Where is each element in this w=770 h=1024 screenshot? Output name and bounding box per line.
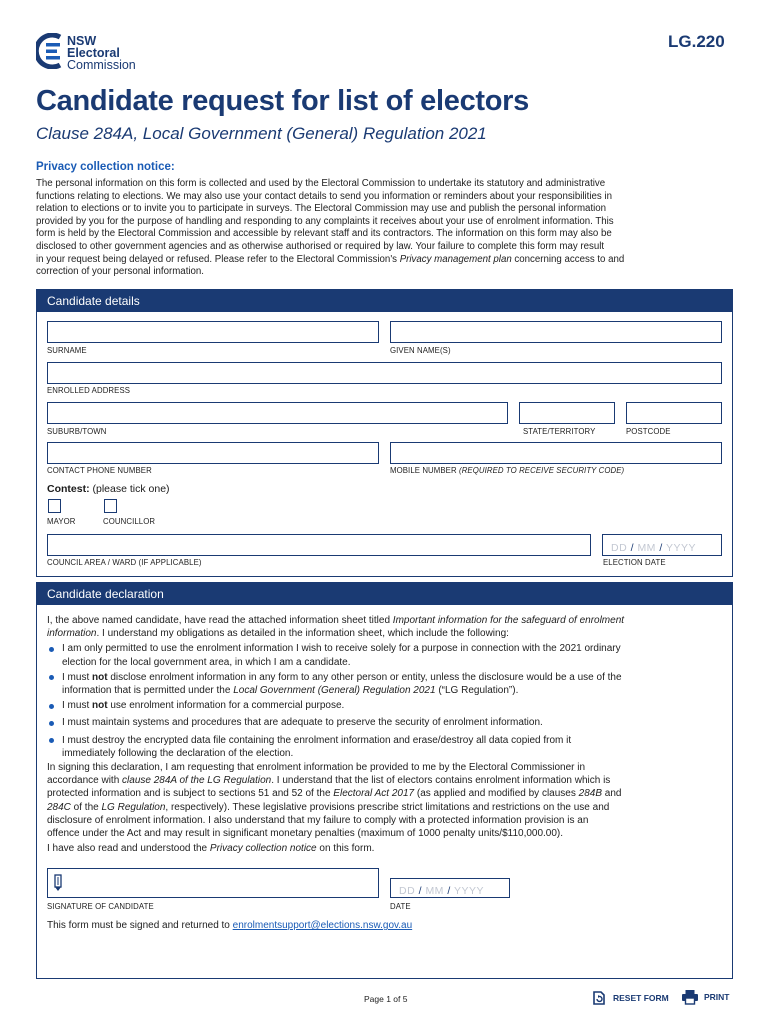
printer-icon bbox=[681, 989, 699, 1005]
enrolled-address-input[interactable] bbox=[47, 362, 722, 384]
obligation-text: I am only permitted to use the enrolment information I wish to receive solely for a purpose in connection with the 2021 ordinary bbox=[62, 643, 621, 655]
text-run: and bbox=[602, 788, 622, 800]
paragraph-line: In signing this declaration, I am requesting that enrolment information be provided to me by the Electoral Commissioner in bbox=[47, 762, 586, 774]
text-italic: Privacy collection notice bbox=[209, 843, 317, 855]
reset-form-button[interactable] bbox=[591, 990, 669, 1006]
date-yyyy: YYYY bbox=[454, 885, 485, 897]
date-label: DATE bbox=[390, 902, 411, 911]
signature-label: SIGNATURE OF CANDIDATE bbox=[47, 902, 154, 911]
text-run: (“LG Regulation”). bbox=[435, 685, 519, 697]
date-sep: / bbox=[418, 885, 423, 897]
intro-text: I, the above named candidate, have read the attached information sheet titled bbox=[47, 615, 393, 626]
logo-line-2: Electoral bbox=[67, 46, 120, 60]
signature-field[interactable] bbox=[47, 868, 379, 898]
logo-line-1: NSW bbox=[67, 34, 97, 48]
print-button[interactable] bbox=[681, 989, 730, 1005]
declaration-intro-2 bbox=[47, 627, 727, 640]
privacy-line: disclosed to other government agencies and as otherwise authorised or required by law. Your failure to complete this form may result bbox=[36, 240, 605, 252]
pen-icon bbox=[53, 874, 63, 892]
intro-doc-title: Important information for the safeguard of enrolment bbox=[392, 615, 625, 626]
date-sep: / bbox=[630, 542, 635, 554]
mobile-label-note: (REQUIRED TO RECEIVE SECURITY CODE) bbox=[459, 466, 625, 475]
reset-icon bbox=[591, 990, 607, 1006]
nsw-ec-logo bbox=[36, 33, 146, 73]
date-mm: MM bbox=[425, 885, 444, 897]
candidate-declaration-heading: Candidate declaration bbox=[37, 583, 732, 605]
obligation-text: I must maintain systems and procedures that are adequate to preserve the security of enrolment information. bbox=[62, 717, 543, 729]
date-sep: / bbox=[447, 885, 451, 897]
return-email-link[interactable]: enrolmentsupport@elections.nsw.gov.au bbox=[232, 920, 413, 931]
contest-hint: (please tick one) bbox=[92, 483, 170, 495]
form-code: LG.220 bbox=[668, 32, 725, 51]
text-italic: 284B bbox=[578, 788, 602, 800]
privacy-acknowledgement bbox=[47, 842, 727, 855]
text-run: use enrolment information for a commercial purpose. bbox=[107, 700, 345, 712]
return-text: This form must be signed and returned to bbox=[47, 920, 233, 931]
date-yyyy: YYYY bbox=[666, 542, 697, 554]
text-italic: clause 284A of the LG Regulation bbox=[122, 775, 272, 787]
council-area-label: COUNCIL AREA / WARD (IF APPLICABLE) bbox=[47, 558, 202, 567]
enrolled-address-label: ENROLLED ADDRESS bbox=[47, 386, 131, 395]
candidate-details-heading: Candidate details bbox=[37, 290, 732, 312]
text-run: on this form. bbox=[316, 843, 375, 855]
declaration-paragraph bbox=[47, 761, 727, 840]
text-italic: Local Government (General) Regulation 2021 bbox=[233, 685, 436, 697]
obligation-text bbox=[62, 684, 727, 697]
contact-phone-input[interactable] bbox=[47, 442, 379, 464]
paragraph-line: disclosure of enrolment information. I also understand that my failure to comply with a protected information provision is an bbox=[47, 814, 589, 826]
signature-date-placeholder bbox=[399, 885, 484, 897]
given-names-input[interactable] bbox=[390, 321, 722, 343]
text-run: . I understand that the list of electors contains enrolment information which is bbox=[271, 775, 611, 787]
council-area-input[interactable] bbox=[47, 534, 591, 556]
logo-line-3: Commission bbox=[67, 58, 136, 72]
postcode-label: POSTCODE bbox=[626, 427, 671, 436]
postcode-input[interactable] bbox=[626, 402, 722, 424]
surname-label: SURNAME bbox=[47, 346, 87, 355]
text-italic: Electoral Act 2017 bbox=[333, 788, 415, 800]
text-run: of the bbox=[70, 801, 102, 813]
obligation-text: immediately following the declaration of the election. bbox=[62, 747, 294, 759]
paragraph-line: offence under the Act and may result in significant monetary penalties (maximum of 1000 penalty units/$110,000.00). bbox=[47, 828, 564, 840]
surname-input[interactable] bbox=[47, 321, 379, 343]
list-item bbox=[47, 734, 727, 760]
given-names-label: GIVEN NAME(S) bbox=[390, 346, 451, 355]
suburb-input[interactable] bbox=[47, 402, 508, 424]
text-run: , respectively). These legislative provisions prescribe strict limitations and restrictions on the use and bbox=[165, 801, 610, 813]
page-number: Page 1 of 5 bbox=[364, 994, 408, 1004]
date-dd: DD bbox=[399, 885, 416, 897]
contact-phone-label: CONTACT PHONE NUMBER bbox=[47, 466, 152, 475]
privacy-line: provided by you for the purpose of handling and responding to any complaints it receives about your use of enrolment information. This bbox=[36, 215, 614, 227]
declaration-intro bbox=[47, 614, 727, 627]
state-label: STATE/TERRITORY bbox=[523, 427, 596, 436]
privacy-line-text: in your request being delayed or refused. Please refer to the Electoral Commission's bbox=[36, 253, 398, 265]
privacy-line bbox=[36, 254, 736, 267]
mobile-label-text: MOBILE NUMBER bbox=[390, 466, 457, 475]
reset-form-label: RESET FORM bbox=[613, 993, 669, 1003]
date-mm: MM bbox=[637, 542, 656, 554]
contest-label-text: Contest: bbox=[47, 483, 90, 495]
privacy-heading: Privacy collection notice: bbox=[36, 161, 175, 173]
signature-date-input[interactable] bbox=[390, 878, 510, 898]
obligation-text bbox=[62, 671, 727, 684]
paragraph-line bbox=[47, 787, 727, 800]
privacy-line: functions relating to elections. We may also use your contact details to send you information or reminders about your responsibilities in bbox=[36, 190, 612, 202]
text-run: disclose enrolment information in any form to any other person or entity, unless the disclosure would be a use of the bbox=[107, 671, 622, 683]
text-run: protected information and is subject to sections 51 and 52 of the bbox=[47, 788, 334, 800]
intro-doc-title-2: information bbox=[47, 628, 97, 640]
paragraph-line bbox=[47, 801, 727, 814]
text-italic: 284C bbox=[47, 801, 71, 813]
print-label: PRINT bbox=[704, 992, 730, 1002]
text-run: I have also read and understood the bbox=[47, 843, 210, 855]
page-title: Candidate request for list of electors bbox=[36, 85, 529, 117]
privacy-line: form is held by the Electoral Commission and accessible by relevant staff and its contractors. The information on this form may also be bbox=[36, 228, 612, 240]
text-bold: not bbox=[92, 700, 108, 712]
privacy-line: relation to elections or to invite you to participate in surveys. The Electoral Commission may use and publish the personal information bbox=[36, 203, 607, 215]
obligation-text: election for the local government area, in which I am a candidate. bbox=[62, 656, 351, 668]
privacy-line: correction of your personal information. bbox=[36, 266, 204, 278]
list-item bbox=[47, 716, 727, 729]
privacy-plan-link: Privacy management plan bbox=[399, 253, 512, 265]
declaration-text bbox=[47, 614, 727, 855]
election-date-placeholder bbox=[611, 542, 696, 554]
electoral-commission-logo-icon bbox=[36, 33, 64, 69]
date-dd: DD bbox=[611, 542, 628, 554]
list-item bbox=[47, 642, 727, 668]
page-subtitle: Clause 284A, Local Government (General) Regulation 2021 bbox=[36, 124, 487, 143]
mayor-checkbox[interactable] bbox=[48, 499, 61, 513]
privacy-line-tail: concerning access to and bbox=[511, 253, 625, 265]
mobile-label bbox=[390, 466, 624, 475]
list-item bbox=[47, 671, 727, 697]
text-bold: not bbox=[92, 671, 108, 683]
text-run: information that is permitted under the bbox=[62, 685, 234, 697]
privacy-notice bbox=[36, 178, 736, 279]
paragraph-line bbox=[47, 774, 727, 787]
intro-text-2: . I understand my obligations as detailed in the information sheet, which include the following: bbox=[96, 628, 509, 640]
text-run: I must bbox=[62, 671, 93, 683]
text-run: accordance with bbox=[47, 775, 123, 787]
mayor-label: MAYOR bbox=[47, 517, 76, 526]
return-instruction bbox=[47, 919, 412, 932]
councillor-label: COUNCILLOR bbox=[103, 517, 156, 526]
suburb-label: SUBURB/TOWN bbox=[47, 427, 107, 436]
mobile-input[interactable] bbox=[390, 442, 722, 464]
text-run: I must bbox=[62, 700, 93, 712]
obligations-list bbox=[47, 642, 727, 760]
text-italic: LG Regulation bbox=[101, 801, 166, 813]
obligation-text: I must destroy the encrypted data file containing the enrolment information and erase/destroy all data copied from it bbox=[62, 734, 572, 746]
state-input[interactable] bbox=[519, 402, 615, 424]
councillor-checkbox[interactable] bbox=[104, 499, 117, 513]
date-sep: / bbox=[659, 542, 663, 554]
privacy-line: The personal information on this form is collected and used by the Electoral Commission to undertake its statutory and administrative bbox=[36, 178, 606, 189]
contest-label bbox=[47, 483, 170, 495]
list-item bbox=[47, 699, 727, 712]
election-date-label: ELECTION DATE bbox=[603, 558, 666, 567]
text-run: (as applied and modified by clauses bbox=[414, 788, 579, 800]
election-date-input[interactable] bbox=[602, 534, 722, 556]
